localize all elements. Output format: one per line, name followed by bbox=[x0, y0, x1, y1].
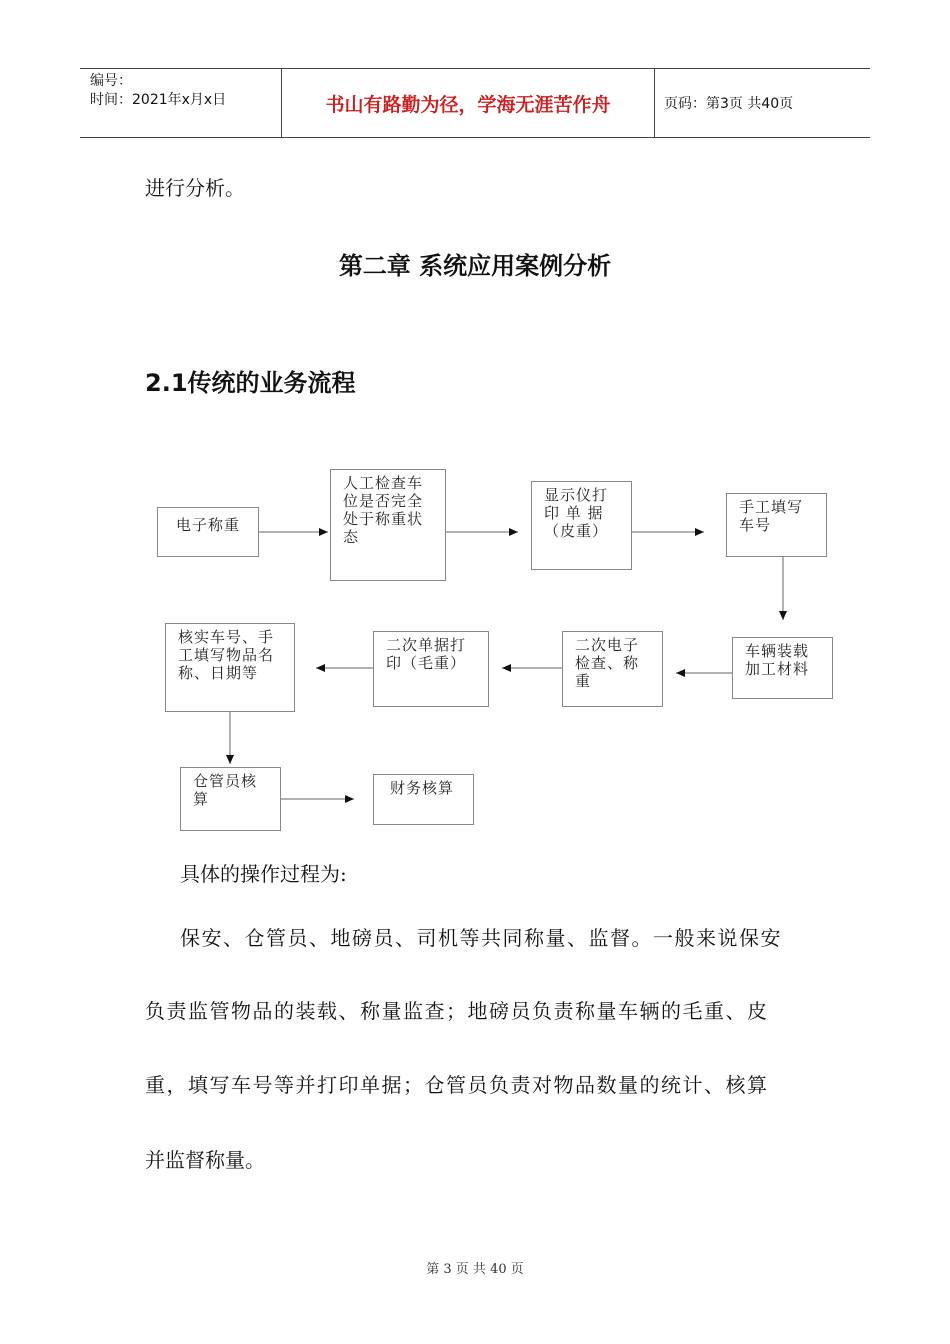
flow-box-fill-plate: 手工填写 车号 bbox=[726, 493, 827, 557]
header-date-label: 时间：2021年x月x日 bbox=[90, 92, 227, 108]
flow-box-print-tare: 显示仪打 印 单 据 （皮重） bbox=[531, 481, 632, 570]
section-title: 2.1传统的业务流程 bbox=[145, 369, 356, 397]
flow-box-electronic-weighing: 电子称重 bbox=[157, 507, 259, 557]
body-line-1: 具体的操作过程为: bbox=[180, 862, 347, 886]
header-page-label: 页码：第3页 共40页 bbox=[664, 96, 794, 112]
body-line-5: 并监督称量。 bbox=[145, 1148, 265, 1172]
intro-text: 进行分析。 bbox=[145, 176, 245, 200]
flow-box-warehouse-accounting: 仓管员核 算 bbox=[180, 767, 281, 831]
chapter-title: 第二章 系统应用案例分析 bbox=[338, 252, 612, 280]
flow-box-print-gross: 二次单据打 印（毛重） bbox=[373, 631, 489, 707]
page-footer: 第 3 页 共 40 页 bbox=[426, 1262, 524, 1277]
flow-box-load-material: 车辆装载 加工材料 bbox=[732, 637, 833, 699]
body-line-2: 保安、仓管员、地磅员、司机等共同称量、监督。一般来说保安 bbox=[180, 926, 782, 950]
body-line-4: 重，填写车号等并打印单据；仓管员负责对物品数量的统计、核算 bbox=[145, 1073, 769, 1097]
flow-box-manual-inspection: 人工检查车 位是否完全 处于称重状 态 bbox=[330, 469, 446, 581]
body-line-3: 负责监管物品的装载、称量监查；地磅员负责称量车辆的毛重、皮 bbox=[145, 999, 769, 1023]
header-motto: 书山有路勤为径，学海无涯苦作舟 bbox=[325, 93, 611, 116]
flow-box-finance-accounting: 财务核算 bbox=[373, 774, 474, 825]
flow-box-verify-details: 核实车号、手 工填写物品名 称、日期等 bbox=[165, 623, 295, 712]
header-number-label: 编号： bbox=[90, 73, 132, 89]
flow-box-second-weighing: 二次电子 检查、称 重 bbox=[562, 631, 663, 707]
